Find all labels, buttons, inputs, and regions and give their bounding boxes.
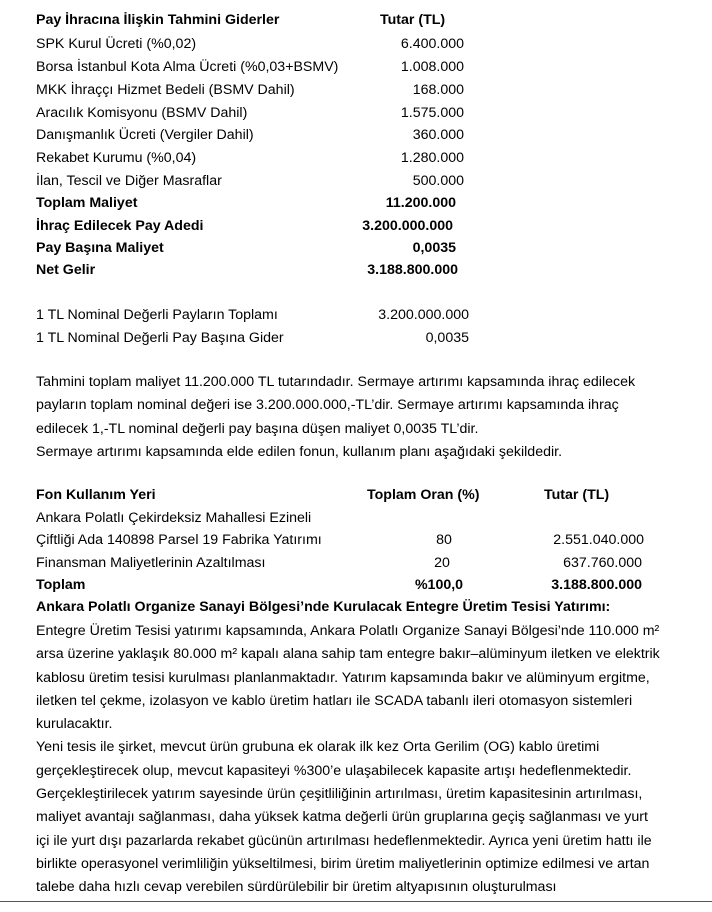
paragraph-line: arsa üzerine yaklaşık 80.000 m² kapalı alana sahip tam entegre bakır–alüminyum iletken ve elektrik	[36, 646, 660, 663]
paragraph-line: Yeni tesis ile şirket, mevcut ürün grubuna ek olarak ilk kez Orta Gerilim (OG) kablo üretimi	[36, 739, 600, 756]
nominal-label: 1 TL Nominal Değerli Payların Toplamı	[36, 307, 278, 323]
cost-total-amount: 0,0035	[412, 240, 456, 256]
paragraph-line: Sermaye artırımı kapsamında elde edilen fonun, kullanım planı aşağıdaki şekildedir.	[36, 443, 563, 460]
cost-item-label: Rekabet Kurumu (%0,04)	[36, 150, 197, 166]
fund-header-label: Fon Kullanım Yeri	[36, 487, 156, 503]
paragraph-line: edilecek 1,-TL nominal değerli pay başına düşen maliyet 0,0035 TL’dir.	[36, 420, 479, 437]
cost-table-header-amount: Tutar (TL)	[380, 12, 446, 28]
paragraph-line: maliyet avantajı sağlanması, daha yüksek katma değerli ürün gruplarına geçiş sağlanması ve yurt	[36, 809, 648, 826]
fund-item-amount: 637.760.000	[563, 555, 642, 571]
cost-item-amount: 1.008.000	[400, 59, 464, 75]
cost-item-label: Aracılık Komisyonu (BSMV Dahil)	[36, 105, 248, 121]
cost-item-label: İlan, Tescil ve Diğer Masraflar	[36, 173, 222, 189]
cost-total-amount: 11.200.000	[385, 195, 456, 211]
cost-total-label: Net Gelir	[36, 262, 96, 278]
fund-total-amount: 3.188.800.000	[551, 577, 642, 593]
fund-header-ratio: Toplam Oran (%)	[367, 487, 480, 503]
paragraph-line: kablosu üretim tesisi kurulması planlanmaktadır. Yatırım kapsamında bakır ve alüminyum ergitme,	[36, 669, 650, 686]
paragraph-line: içi ile yurt dışı pazarlarda rekabet gücünün artırılması hedeflenmektedir. Ayrıca yeni üretim hattı ile	[36, 832, 652, 849]
cost-item-amount: 1.575.000	[400, 105, 464, 121]
cost-item-amount: 500.000	[412, 173, 464, 189]
cost-total-label: Toplam Maliyet	[36, 195, 138, 211]
cost-item-amount: 360.000	[412, 127, 464, 143]
cost-item-label: SPK Kurul Ücreti (%0,02)	[36, 36, 197, 52]
cost-item-amount: 168.000	[412, 82, 464, 98]
fund-item-label: Finansman Maliyetlerinin Azaltılması	[36, 555, 266, 571]
paragraph-line: kurulacaktır.	[36, 716, 113, 733]
cost-item-label: Borsa İstanbul Kota Alma Ücreti (%0,03+BSMV)	[36, 59, 339, 75]
fund-total-ratio: %100,0	[414, 577, 464, 593]
fund-item-label: Çiftliği Ada 140898 Parsel 19 Fabrika Yatırımı	[36, 532, 322, 548]
nominal-amount: 0,0035	[425, 330, 469, 346]
cost-item-amount: 6.400.000	[400, 36, 464, 52]
paragraph-line: talebe daha hızlı cevap verebilen sürdürülebilir bir üretim altyapısının oluşturulması	[36, 879, 557, 896]
fund-total-label: Toplam	[36, 577, 86, 593]
paragraph-line: Gerçekleştirilecek yatırım sayesinde ürün çeşitliliğinin artırılması, üretim kapasitesinin artırılması,	[36, 786, 643, 803]
paragraph-line: Entegre Üretim Tesisi yatırımı kapsamında, Ankara Polatlı Organize Sanayi Bölgesi’nde 110.000 m²	[36, 623, 660, 639]
cost-total-amount: 3.200.000.000	[362, 218, 453, 234]
paragraph-line: iletken tel çekme, izolasyon ve kablo üretim hatları ile SCADA tabanlı ileri otomasyon sistemleri	[36, 692, 633, 709]
fund-item-label: Ankara Polatlı Çekirdeksiz Mahallesi Ezineli	[36, 510, 312, 526]
fund-item-ratio: 80	[436, 532, 452, 548]
paragraph-line: birlikte operasyonel verimliliğin yükseltilmesi, birim üretim maliyetlerinin optimize edilmesi ve artan	[36, 855, 650, 872]
investment-heading: Ankara Polatlı Organize Sanayi Bölgesi’nde Kurulacak Entegre Üretim Tesisi Yatırımı:	[36, 599, 611, 615]
cost-table-header-label: Pay İhracına İlişkin Tahmini Giderler	[36, 12, 280, 28]
fund-header-amount: Tutar (TL)	[544, 487, 610, 503]
investment-paragraph	[36, 620, 686, 900]
cost-total-amount: 3.188.800.000	[367, 262, 458, 278]
paragraph-line: gerçekleştirecek olup, mevcut kapasiteyi %300’e ulaşabilecek kapasite artışı hedeflenmektedir.	[36, 762, 632, 779]
cost-item-label: MKK İhraççı Hizmet Bedeli (BSMV Dahil)	[36, 82, 295, 98]
cost-total-label: İhraç Edilecek Pay Adedi	[36, 218, 204, 234]
paragraph-line: payların toplam nominal değeri ise 3.200.000.000,-TL’dir. Sermaye artırımı kapsamında ihraç	[36, 397, 619, 414]
fund-item-ratio: 20	[434, 555, 450, 571]
nominal-amount: 3.200.000.000	[378, 307, 469, 323]
paragraph-line: Tahmini toplam maliyet 11.200.000 TL tutarındadır. Sermaye artırımı kapsamında ihraç edilecek	[36, 374, 636, 390]
cost-item-label: Danışmanlık Ücreti (Vergiler Dahil)	[36, 127, 254, 143]
nominal-label: 1 TL Nominal Değerli Pay Başına Gider	[36, 330, 284, 346]
cost-summary-paragraph	[36, 371, 686, 464]
cost-item-amount: 1.280.000	[400, 150, 464, 166]
footer-divider	[0, 901, 712, 902]
fund-item-amount: 2.551.040.000	[553, 532, 644, 548]
cost-total-label: Pay Başına Maliyet	[36, 240, 164, 256]
